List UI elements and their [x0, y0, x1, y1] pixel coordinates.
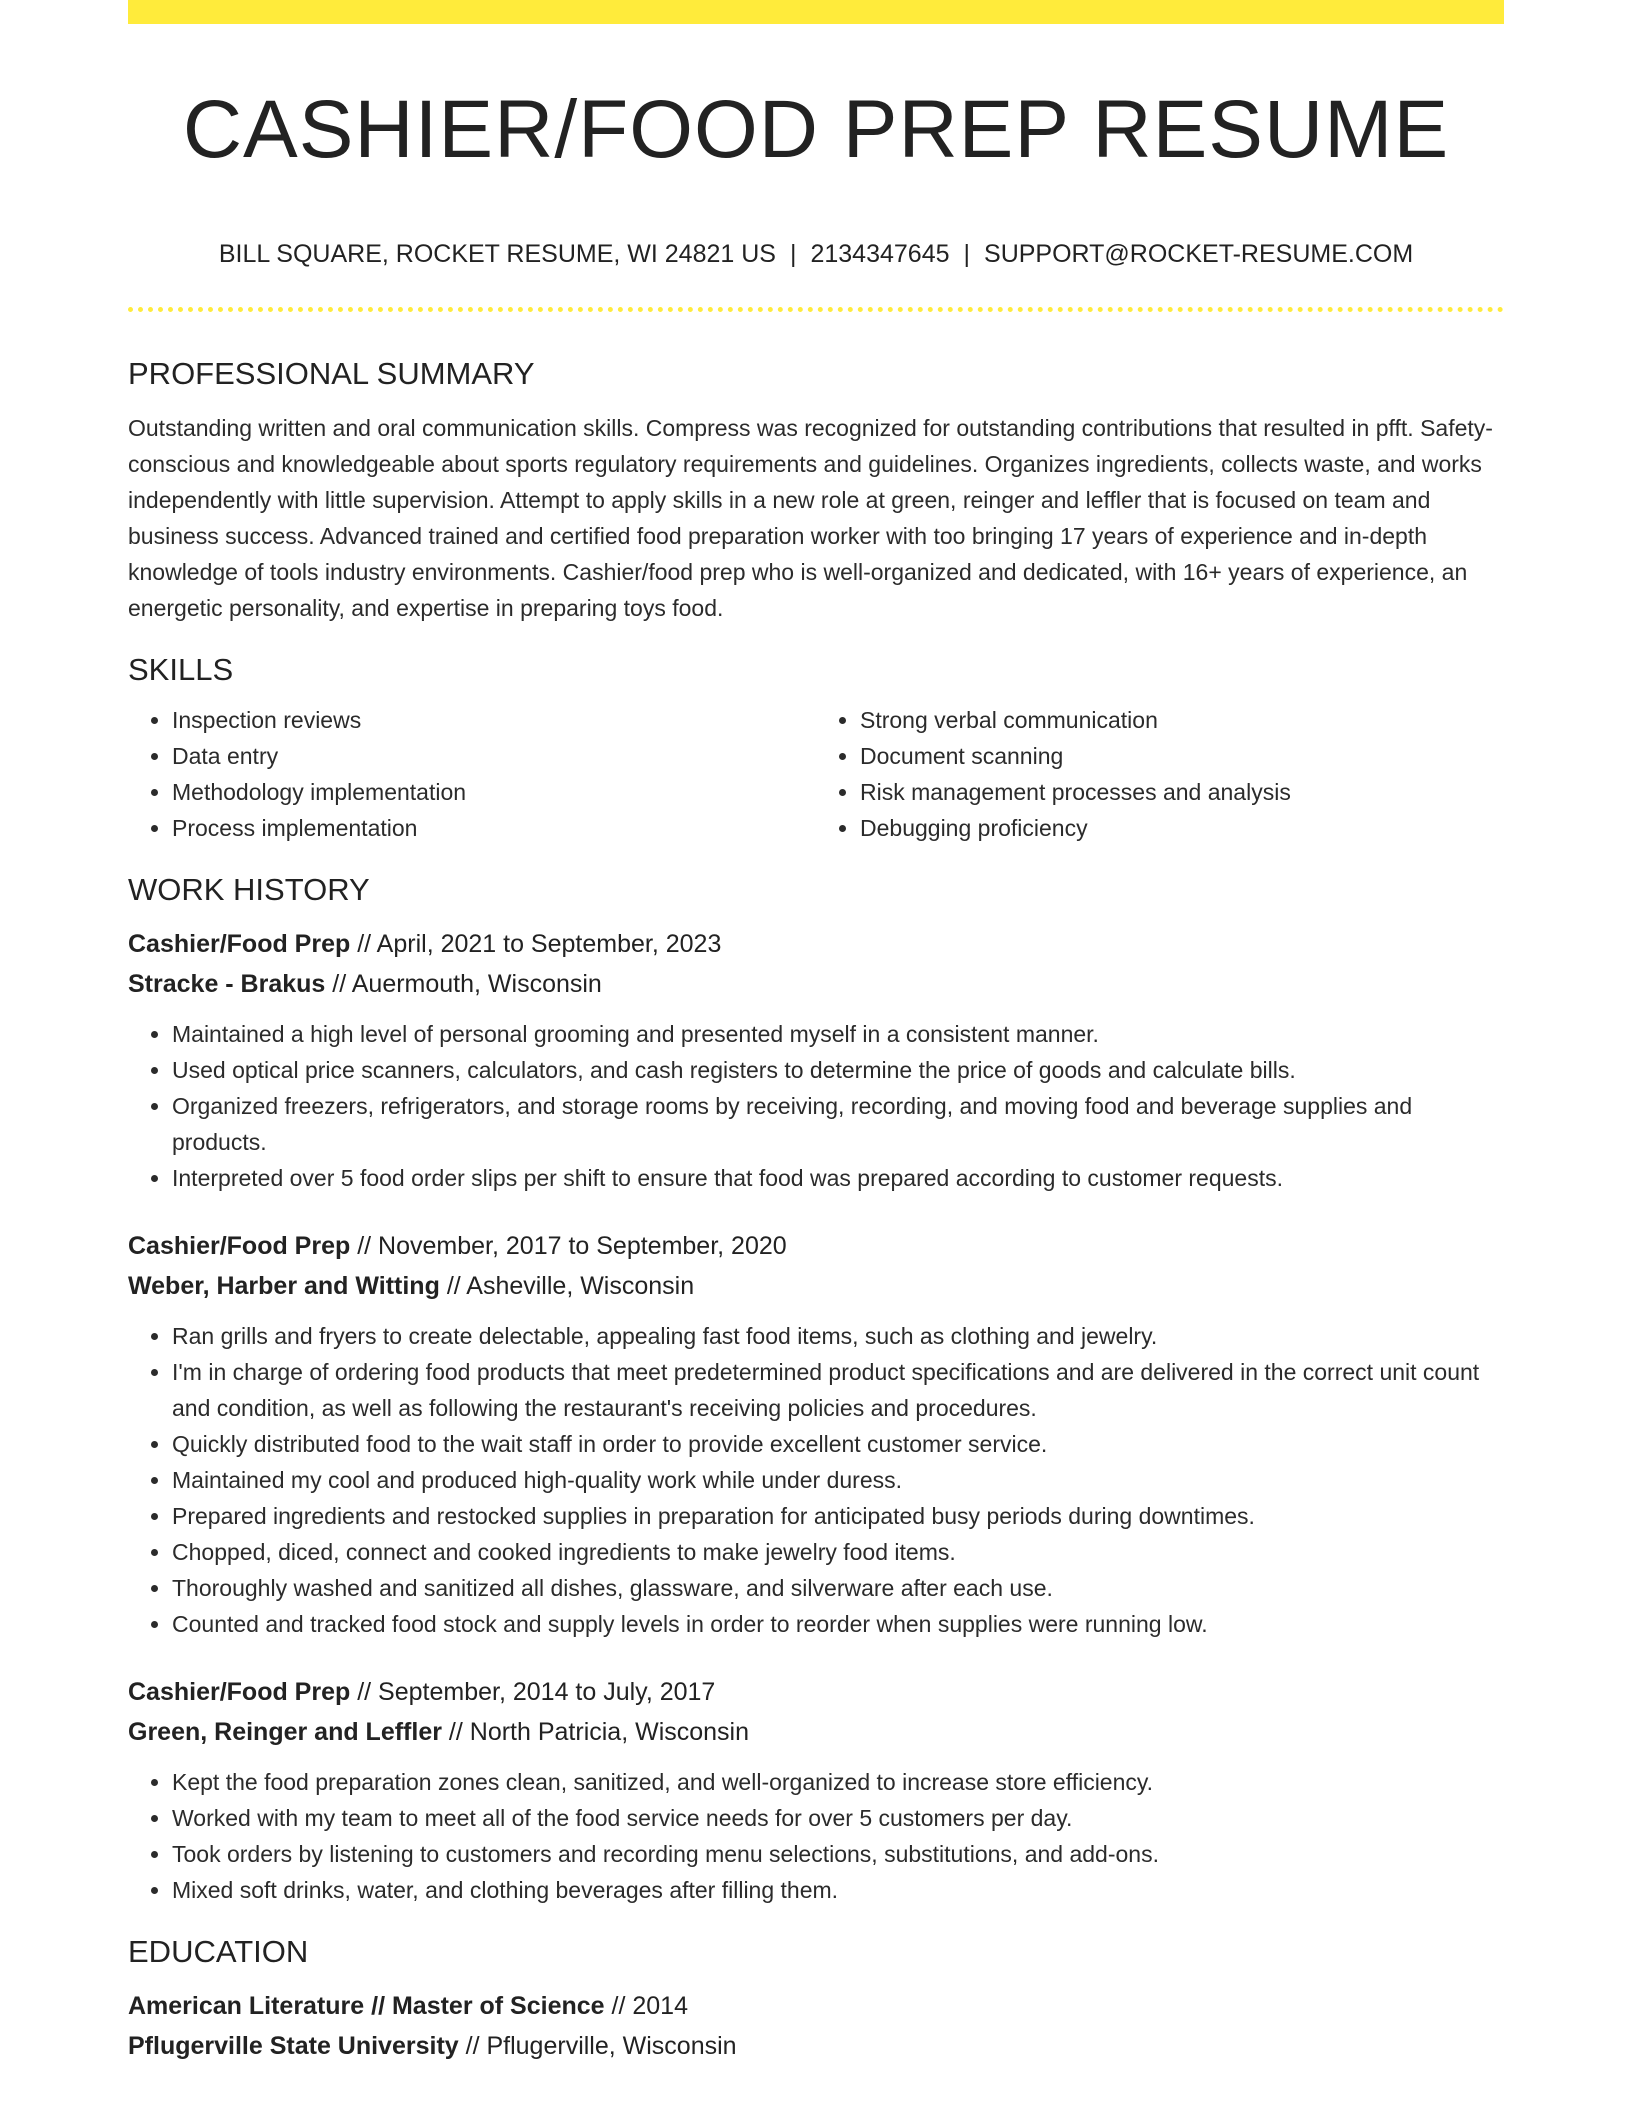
education-degree-line: [128, 1986, 1504, 2026]
skill-item: • Methodology implementation: [172, 774, 816, 810]
contact-email: SUPPORT@ROCKET-RESUME.COM: [984, 240, 1414, 268]
education-heading: EDUCATION: [128, 1934, 309, 1969]
skills-columns: [128, 702, 1504, 846]
job-title: Cashier/Food Prep: [128, 930, 351, 958]
contact-address: BILL SQUARE, ROCKET RESUME, WI 24821 US: [218, 240, 776, 268]
skill-item: • Process implementation: [172, 810, 816, 846]
education-location: // Pflugerville, Wisconsin: [465, 2032, 737, 2060]
skill-item: • Debugging proficiency: [860, 810, 1504, 846]
job-bullets: [128, 1764, 1504, 1908]
skills-right-list: [816, 702, 1504, 846]
list-item: • Kept the food preparation zones clean, sanitized, and well-organized to increase store efficiency.: [172, 1764, 1504, 1800]
job-dates: // April, 2021 to September, 2023: [357, 930, 722, 958]
skill-item: • Strong verbal communication: [860, 702, 1504, 738]
contact-line: [128, 236, 1504, 272]
job-entry: [128, 1672, 1504, 1908]
skill-item: • Risk management processes and analysis: [860, 774, 1504, 810]
list-item: • Used optical price scanners, calculators, and cash registers to determine the price of goods and calculate bills.: [172, 1052, 1504, 1088]
education-school-line: [128, 2026, 1504, 2066]
job-company-line: [128, 1266, 1504, 1306]
contact-separator: |: [963, 240, 971, 268]
job-title: Cashier/Food Prep: [128, 1232, 351, 1260]
skill-item: • Document scanning: [860, 738, 1504, 774]
skill-item: • Data entry: [172, 738, 816, 774]
list-item: • Quickly distributed food to the wait staff in order to provide excellent customer service.: [172, 1426, 1504, 1462]
list-item: • Worked with my team to meet all of the food service needs for over 5 customers per day.: [172, 1800, 1504, 1836]
job-title-line: [128, 924, 1504, 964]
job-bullets: [128, 1016, 1504, 1196]
summary-heading: PROFESSIONAL SUMMARY: [128, 356, 535, 391]
job-bullets: [128, 1318, 1504, 1642]
job-company-line: [128, 964, 1504, 1004]
top-accent-bar: [128, 0, 1504, 24]
job-dates: // November, 2017 to September, 2020: [357, 1232, 787, 1260]
resume-body: [128, 352, 1504, 2066]
list-item: • Thoroughly washed and sanitized all dishes, glassware, and silverware after each use.: [172, 1570, 1504, 1606]
education-year: // 2014: [611, 1992, 688, 2020]
job-entry: [128, 1226, 1504, 1642]
education-entry: [128, 1986, 1504, 2066]
job-title: Cashier/Food Prep: [128, 1678, 351, 1706]
summary-text: Outstanding written and oral communication skills. Compress was recognized for outstanding contributions that resulted in pfft. Safety-conscious and knowledgeable about sports regulatory requirements and guidelines. Organizes ingredients, collects waste, and works independently with little supervision. Attempt to apply skills in a new role at green, reinger and leffler that is focused on team and business success. Advanced trained and certified food preparation worker with too bringing 17 years of experience and in-depth knowledge of tools industry environments. Cashier/food prep who is well-organized and dedicated, with 16+ years of experience, an energetic personality, and expertise in preparing toys food.: [128, 415, 1493, 621]
list-item: • Maintained a high level of personal grooming and presented myself in a consistent manner.: [172, 1016, 1504, 1052]
list-item: • Ran grills and fryers to create delectable, appealing fast food items, such as clothing and jewelry.: [172, 1318, 1504, 1354]
work-history-heading: WORK HISTORY: [128, 872, 370, 907]
skill-item: • Inspection reviews: [172, 702, 816, 738]
list-item: • Chopped, diced, connect and cooked ingredients to make jewelry food items.: [172, 1534, 1504, 1570]
education-school: Pflugerville State University: [128, 2032, 459, 2060]
list-item: • I'm in charge of ordering food products that meet predetermined product specifications and are delivered in the correct unit count and condition, as well as following the restaurant's receiving policies and procedures.: [172, 1354, 1504, 1426]
list-item: • Organized freezers, refrigerators, and storage rooms by receiving, recording, and moving food and beverage supplies and products.: [172, 1088, 1504, 1160]
contact-separator: |: [789, 240, 797, 268]
list-item: • Mixed soft drinks, water, and clothing beverages after filling them.: [172, 1872, 1504, 1908]
skills-left-list: [128, 702, 816, 846]
list-item: • Counted and tracked food stock and supply levels in order to reorder when supplies were running low.: [172, 1606, 1504, 1642]
job-company: Green, Reinger and Leffler: [128, 1718, 442, 1746]
job-location: // Auermouth, Wisconsin: [332, 970, 602, 998]
skills-heading: SKILLS: [128, 652, 234, 687]
job-company: Weber, Harber and Witting: [128, 1272, 440, 1300]
job-title-line: [128, 1672, 1504, 1712]
list-item: • Took orders by listening to customers and recording menu selections, substitutions, and add-ons.: [172, 1836, 1504, 1872]
contact-phone: 2134347645: [810, 240, 950, 268]
job-location: // Asheville, Wisconsin: [446, 1272, 695, 1300]
job-company-line: [128, 1712, 1504, 1752]
job-company: Stracke - Brakus: [128, 970, 326, 998]
education-degree: American Literature // Master of Science: [128, 1992, 605, 2020]
dotted-divider: [128, 307, 1504, 312]
job-location: // North Patricia, Wisconsin: [448, 1718, 750, 1746]
list-item: • Interpreted over 5 food order slips per shift to ensure that food was prepared according to customer requests.: [172, 1160, 1504, 1196]
list-item: • Maintained my cool and produced high-quality work while under duress.: [172, 1462, 1504, 1498]
job-entry: [128, 924, 1504, 1196]
page-title: CASHIER/FOOD PREP RESUME: [182, 84, 1450, 175]
job-dates: // September, 2014 to July, 2017: [357, 1678, 716, 1706]
list-item: • Prepared ingredients and restocked supplies in preparation for anticipated busy periods during downtimes.: [172, 1498, 1504, 1534]
job-title-line: [128, 1226, 1504, 1266]
